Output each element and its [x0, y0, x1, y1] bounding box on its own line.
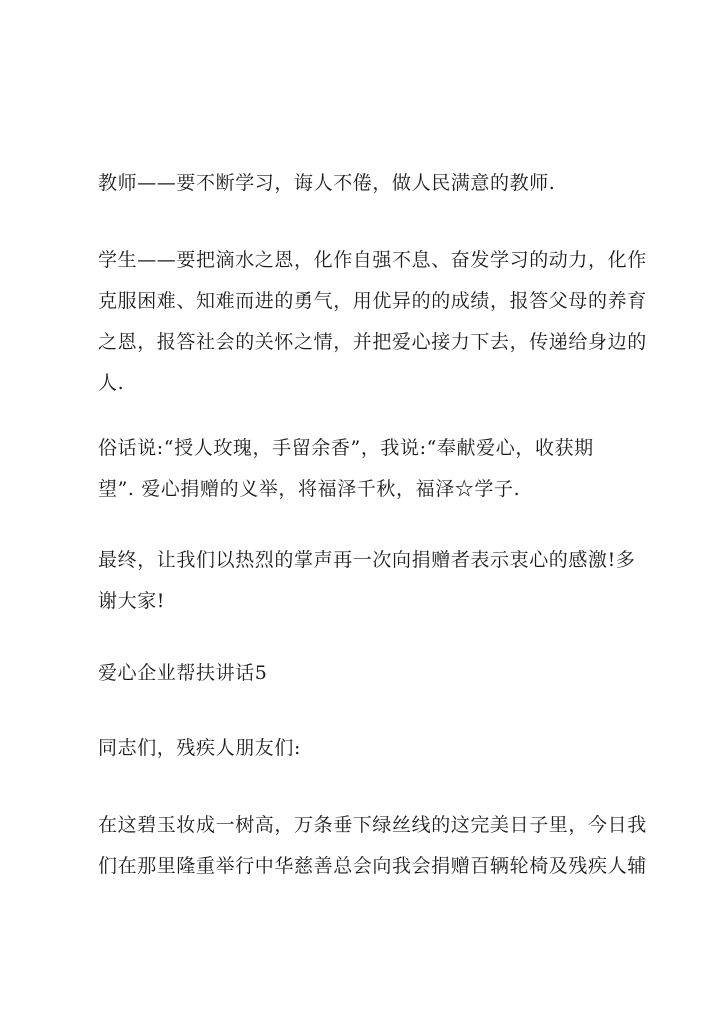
text-line: 之恩，报答社会的关怀之情，并把爱心接力下去，传递给身边的 — [98, 331, 647, 353]
text-line: 同志们，残疾人朋友们: — [98, 737, 302, 759]
text-line: 俗话说:“授人玫瑰，手留余香”，我说:“奉献爱心，收获期 — [98, 437, 594, 459]
paragraph-teacher — [98, 163, 638, 204]
paragraph-student — [98, 240, 647, 404]
text-line: 在这碧玉妆成一树高，万条垂下绿丝线的这完美日子里，今日我 — [98, 814, 647, 836]
text-line: 最终，让我们以热烈的掌声再一次向捐赠者表示衷心的感激!多 — [98, 549, 636, 571]
text-line: 克服困难、知难而进的勇气，用优异的的成绩，报答父母的养育 — [98, 290, 647, 312]
paragraph-closing — [98, 540, 638, 622]
section-heading — [98, 653, 638, 694]
text-line: 爱心企业帮扶讲话5 — [98, 662, 268, 684]
text-line: 们在那里隆重举行中华慈善总会向我会捐赠百辆轮椅及残疾人辅 — [98, 855, 647, 877]
text-line: 望”. 爱心捐赠的义举，将福泽千秋，福泽☆学子. — [98, 478, 521, 500]
text-line: 教师——要不断学习，诲人不倦，做人民满意的教师. — [98, 172, 556, 194]
paragraph-salutation — [98, 728, 638, 769]
paragraph-intro — [98, 805, 647, 887]
text-line: 学生——要把滴水之恩，化作自强不息、奋发学习的动力，化作 — [98, 249, 647, 271]
text-line: 谢大家! — [98, 590, 166, 612]
paragraph-proverb — [98, 428, 638, 510]
text-line: 人. — [98, 372, 125, 394]
